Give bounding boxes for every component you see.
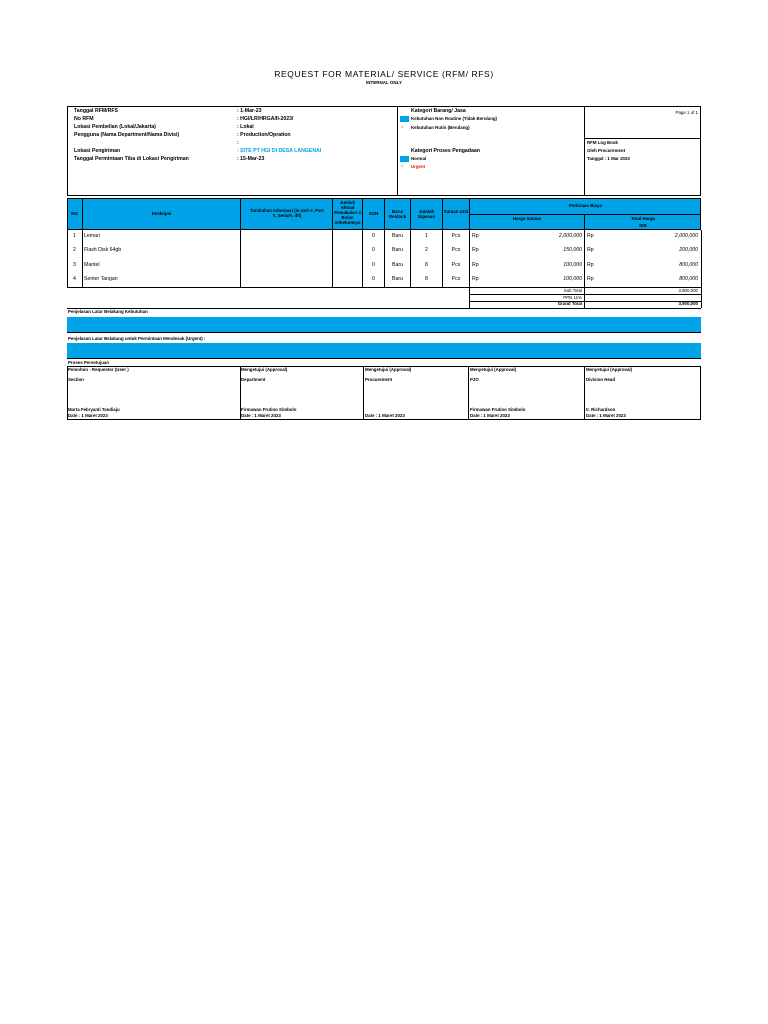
row-desc: Mantel xyxy=(84,262,100,268)
approval-heading: Menyetujui (Approval) xyxy=(586,367,633,372)
row-unit: Pcs xyxy=(451,276,461,282)
row-no: 2 xyxy=(73,247,76,253)
grand-total-value: 3,900,000 xyxy=(678,301,698,306)
approval-date: Date : 1 Maret 2023 xyxy=(241,413,281,418)
row-harga: 2,000,000 xyxy=(558,233,582,239)
col-idr: IDR xyxy=(639,223,647,228)
row-total: 800,000 xyxy=(679,276,698,282)
col-baru: Baru/ Restock xyxy=(388,209,407,220)
row-rp: Rp xyxy=(472,233,479,239)
proses-option-urgent: Urgent xyxy=(411,164,426,169)
info-value: : xyxy=(237,140,239,146)
info-label: No RFM xyxy=(74,116,94,122)
row-qty: 2 xyxy=(425,247,428,253)
proses-title: Kategori Proses Pengadaan xyxy=(411,148,480,154)
approval-role: Division Head xyxy=(586,377,616,382)
row-harga: 100,000 xyxy=(563,262,582,268)
subtotal-value: 3,900,000 xyxy=(678,287,698,293)
row-rp: Rp xyxy=(472,262,479,268)
approval-name: Firmawan Frutino Simbolo xyxy=(241,407,297,412)
row-unit: Pcs xyxy=(451,247,461,253)
urgent-field[interactable] xyxy=(67,343,701,358)
approval-name: Marta Febryanti Tandiaju xyxy=(68,407,120,412)
document-subtitle: INTERNAL ONLY xyxy=(365,80,402,85)
approval-heading: Pemohon - Requestor (User ) xyxy=(68,367,129,372)
row-no: 3 xyxy=(73,262,76,268)
col-perkiraan: Perkiraan Biaya xyxy=(569,203,602,208)
info-label: Lokasi Pembelian (Lokal/Jakarta) xyxy=(74,124,156,130)
info-value: : 15-Mar-23 xyxy=(237,156,265,162)
row-harga: 150,000 xyxy=(563,247,582,253)
row-total: 200,000 xyxy=(679,247,698,253)
row-total: 2,000,000 xyxy=(674,233,698,239)
approval-role: Procurement xyxy=(365,377,393,382)
row-rp: Rp xyxy=(472,247,479,253)
row-soh: 0 xyxy=(372,262,375,268)
row-qty: 8 xyxy=(425,262,428,268)
approval-date: Date : 1 Maret 2023 xyxy=(68,413,108,418)
info-label: Pengguna (Nama Department/Nama Divisi) xyxy=(74,132,180,138)
info-label: Tanggal RFM/RFS xyxy=(74,108,118,114)
document-title: REQUEST FOR MATERIAL/ SERVICE (RFM/ RFS) xyxy=(274,69,494,79)
page-number: Page 1 of 1 xyxy=(675,110,698,115)
col-no: NO xyxy=(71,211,78,216)
proses-option-normal: Normal xyxy=(411,156,427,161)
logbook-date: Tanggal : 1 Mar 2023 xyxy=(587,156,630,161)
info-value: : 1-Mar-23 xyxy=(237,108,262,114)
row-desc: Lemari xyxy=(84,233,100,239)
grand-total-label: Grand Total xyxy=(557,301,582,306)
row-soh: 0 xyxy=(372,276,375,282)
row-total: 800,000 xyxy=(679,262,698,268)
approval-date: Date : 1 Maret 2023 xyxy=(586,413,626,418)
approval-title: Proses Persetujuan xyxy=(68,360,109,365)
approval-role: Department xyxy=(241,377,266,382)
row-baru: Baru xyxy=(392,247,403,253)
approval-name: Ir. Richardson xyxy=(586,407,616,412)
checkbox-non-routine[interactable] xyxy=(400,116,409,122)
info-value: : HGI/LR/HRGA/II-2023/ xyxy=(237,116,294,122)
approval-date: Date : 1 Maret 2023 xyxy=(365,413,405,418)
row-baru: Baru xyxy=(392,262,403,268)
info-value: : Production/Opration xyxy=(237,132,291,138)
row-no: 4 xyxy=(73,276,76,282)
row-no: 1 xyxy=(73,233,76,239)
row-rp: Rp xyxy=(587,262,594,268)
col-deskripsi: Deskripsi xyxy=(151,211,172,216)
row-rp: Rp xyxy=(472,276,479,282)
row-soh: 0 xyxy=(372,247,375,253)
checkbox-urgent[interactable]: ○ xyxy=(401,163,404,168)
col-soh: SOH xyxy=(368,211,379,216)
row-rp: Rp xyxy=(587,276,594,282)
row-unit: Pcs xyxy=(451,233,461,239)
checkbox-normal[interactable] xyxy=(400,156,409,162)
col-satuan: Satuan Unit xyxy=(443,209,469,214)
col-harga: Harga Satuan xyxy=(512,216,542,221)
approval-heading: Menyetujui (Approval) xyxy=(470,367,517,372)
logbook-label: RFM Log Book xyxy=(587,140,618,145)
row-harga: 100,000 xyxy=(563,276,582,282)
latar-field[interactable] xyxy=(67,317,701,332)
row-baru: Baru xyxy=(392,276,403,282)
logbook-oleh: Oleh Procurement xyxy=(587,148,626,153)
row-desc: Flash Disk 64gb xyxy=(84,247,122,253)
col-jumlah-aktual: Jumlah Aktual Pemakaian 3 Bulan Sebelumnya xyxy=(334,200,361,226)
subtotal-label: Sub Total xyxy=(563,287,582,293)
col-jumlah: Jumlah Dipesan xyxy=(417,209,436,220)
approval-role: Section xyxy=(68,377,84,382)
row-soh: 0 xyxy=(372,233,375,239)
col-tambahan: Tambahan Informasi (ie Unit #, Part #, Serial#, dll) xyxy=(250,208,324,219)
latar-label: Penjelasan Latar Belakang Kebutuhan xyxy=(68,309,148,314)
info-label: Lokasi Pengiriman xyxy=(74,148,121,154)
info-label: Tanggal Permintaan Tiba di Lokasi Pengiriman xyxy=(74,156,189,162)
checkbox-routine[interactable]: ○ xyxy=(401,124,404,129)
approval-date: Date : 1 Maret 2023 xyxy=(470,413,510,418)
row-baru: Baru xyxy=(392,233,403,239)
info-value: : Lokal xyxy=(237,124,254,130)
row-rp: Rp xyxy=(587,247,594,253)
row-unit: Pcs xyxy=(451,262,461,268)
urgent-label: Penjelasan Latar Belakang untuk Permintaan Mendesak (Urgent) : xyxy=(68,336,206,341)
approval-heading: Mengetujui (Approval) xyxy=(365,367,412,372)
kategori-title: Kategori Barang/ Jasa xyxy=(411,108,466,114)
delivery-location: : SITE PT HGI DI DESA LANGENAI xyxy=(237,148,322,154)
ppn-label: PPN 11% xyxy=(563,294,582,300)
approval-role: PJO xyxy=(470,377,479,382)
row-qty: 8 xyxy=(425,276,428,282)
col-total: Total Harga xyxy=(631,216,655,221)
approval-heading: Mengetujui (Approval) xyxy=(241,367,288,372)
row-rp: Rp xyxy=(587,233,594,239)
approval-name: Firmawan Frutino Simbolo xyxy=(470,407,526,412)
kategori-option: Kebutuhan Non Routine (Tidak Berulang) xyxy=(411,116,498,121)
row-desc: Senter Tangan xyxy=(84,276,118,282)
kategori-option: Kebutuhan Rutin (Berulang) xyxy=(411,125,470,130)
row-qty: 1 xyxy=(425,233,428,239)
